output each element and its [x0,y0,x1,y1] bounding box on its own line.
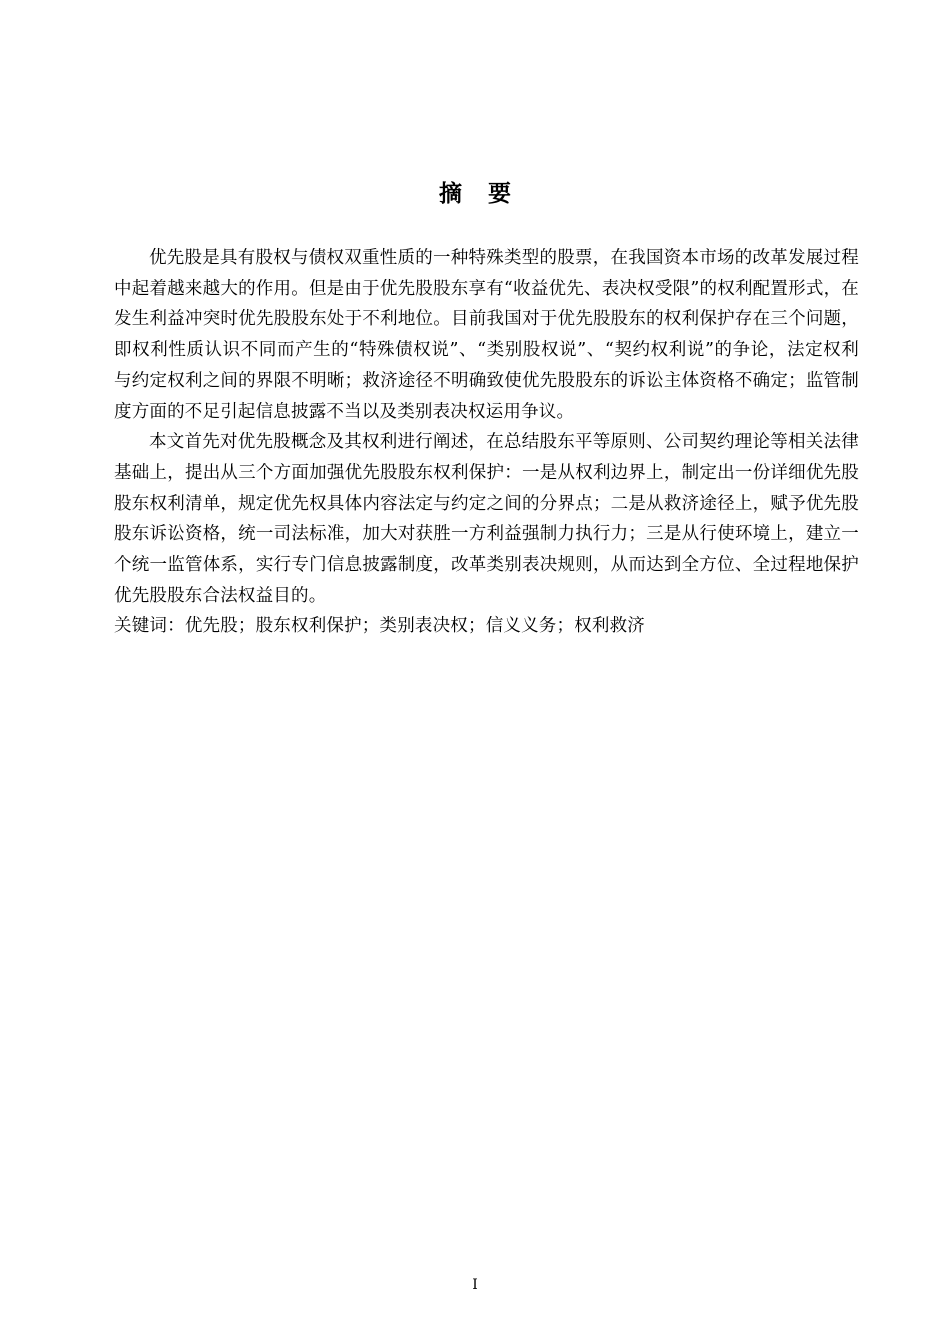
abstract-paragraph-2: 本文首先对优先股概念及其权利进行阐述，在总结股东平等原则、公司契约理论等相关法律基础上，提出从三个方面加强优先股股东权利保护：一是从权利边界上，制定出一份详细优先股股东权利清单，规定优先权具体内容法定与约定之间的分界点；二是从救济途径上，赋予优先股股东诉讼资格，统一司法标准，加大对获胜一方利益强制力执行力；三是从行使环境上，建立一个统一监管体系，实行专门信息披露制度，改革类别表决规则，从而达到全方位、全过程地保护优先股股东合法权益目的。 [114,432,859,606]
page-number: I [472,1277,478,1293]
abstract-body [114,243,859,642]
keywords-value: 优先股；股东权利保护；类别表决权；信义义务；权利救济 [184,616,646,637]
keywords-line [114,611,859,642]
keywords-label: 关键词： [114,616,185,637]
page-title: 摘要 [439,181,537,207]
abstract-paragraph-1: 优先股是具有股权与债权双重性质的一种特殊类型的股票，在我国资本市场的改革发展过程中起着越来越大的作用。但是由于优先股股东享有“收益优先、表决权受限”的权利配置形式，在发生利益冲突时优先股股东处于不利地位。目前我国对于优先股股东的权利保护存在三个问题，即权利性质认识不同而产生的“特殊债权说”、“类别股权说”、“契约权利说”的争论，法定权利与约定权利之间的界限不明晰；救济途径不明确致使优先股股东的诉讼主体资格不确定；监管制度方面的不足引起信息披露不当以及类别表决权运用争议。 [114,248,859,422]
